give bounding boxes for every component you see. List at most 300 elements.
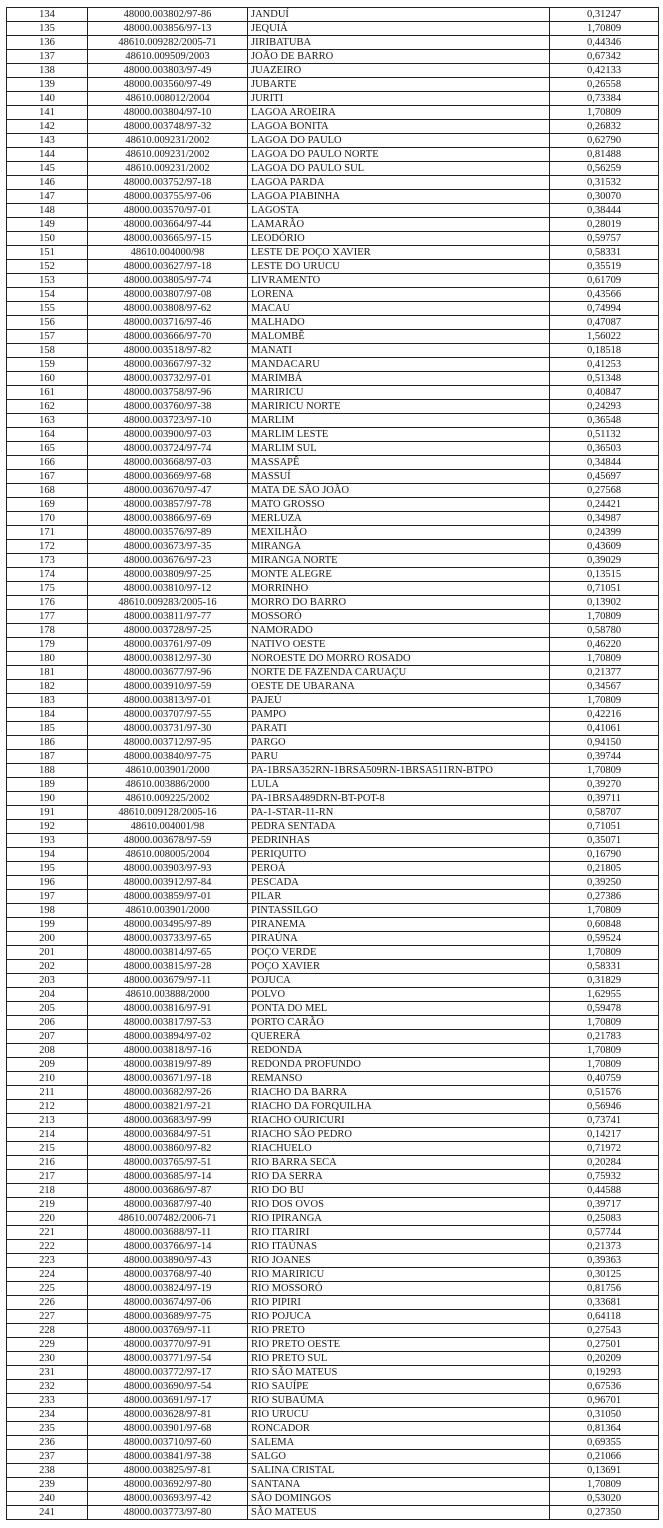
process-number: 48000.003819/97-89	[88, 1058, 248, 1072]
field-name: QUERERÁ	[248, 1030, 550, 1044]
process-number: 48000.003576/97-89	[88, 526, 248, 540]
value-cell: 0,14217	[550, 1128, 659, 1142]
value-cell: 0,71051	[550, 582, 659, 596]
process-number: 48610.009231/2002	[88, 162, 248, 176]
process-number: 48000.003570/97-01	[88, 204, 248, 218]
process-number: 48000.003802/97-86	[88, 8, 248, 22]
row-number: 207	[7, 1030, 88, 1044]
value-cell: 0,30070	[550, 190, 659, 204]
table-row	[7, 414, 659, 428]
row-number: 170	[7, 512, 88, 526]
row-number: 147	[7, 190, 88, 204]
row-number: 233	[7, 1394, 88, 1408]
process-number: 48000.003866/97-69	[88, 512, 248, 526]
table-row	[7, 1100, 659, 1114]
row-number: 152	[7, 260, 88, 274]
table-row	[7, 778, 659, 792]
field-name: PARATI	[248, 722, 550, 736]
table-row	[7, 1394, 659, 1408]
value-cell: 1,70809	[550, 946, 659, 960]
table-row	[7, 1240, 659, 1254]
process-number: 48000.003664/97-44	[88, 218, 248, 232]
value-cell: 0,74994	[550, 302, 659, 316]
field-name: MARLIM	[248, 414, 550, 428]
table-row	[7, 386, 659, 400]
field-name: RIO ITARIRI	[248, 1226, 550, 1240]
table-row	[7, 1282, 659, 1296]
row-number: 154	[7, 288, 88, 302]
table-row	[7, 1212, 659, 1226]
value-cell: 1,70809	[550, 22, 659, 36]
value-cell: 0,13902	[550, 596, 659, 610]
value-cell: 0,71972	[550, 1142, 659, 1156]
process-number: 48000.003560/97-49	[88, 78, 248, 92]
process-number: 48000.003807/97-08	[88, 288, 248, 302]
row-number: 234	[7, 1408, 88, 1422]
table-row	[7, 120, 659, 134]
table-row	[7, 932, 659, 946]
value-cell: 0,35519	[550, 260, 659, 274]
field-name: LORENA	[248, 288, 550, 302]
table-row	[7, 554, 659, 568]
row-number: 241	[7, 1506, 88, 1520]
field-name: RIO IPIRANGA	[248, 1212, 550, 1226]
field-name: LAGOSTA	[248, 204, 550, 218]
value-cell: 0,36548	[550, 414, 659, 428]
value-cell: 0,21373	[550, 1240, 659, 1254]
value-cell: 0,31829	[550, 974, 659, 988]
process-number: 48000.003674/97-06	[88, 1296, 248, 1310]
table-row	[7, 624, 659, 638]
field-name: PONTA DO MEL	[248, 1002, 550, 1016]
value-cell: 0,34987	[550, 512, 659, 526]
field-name: POLVO	[248, 988, 550, 1002]
process-number: 48000.003769/97-11	[88, 1324, 248, 1338]
field-name: RIO URUCU	[248, 1408, 550, 1422]
value-cell: 0,18518	[550, 344, 659, 358]
value-cell: 0,39029	[550, 554, 659, 568]
field-name: PIRAÚNA	[248, 932, 550, 946]
table-row	[7, 1478, 659, 1492]
process-number: 48000.003772/97-17	[88, 1366, 248, 1380]
table-row	[7, 8, 659, 22]
value-cell: 0,25083	[550, 1212, 659, 1226]
row-number: 230	[7, 1352, 88, 1366]
row-number: 161	[7, 386, 88, 400]
field-name: RIO MOSSORÓ	[248, 1282, 550, 1296]
process-number: 48000.003809/97-25	[88, 568, 248, 582]
row-number: 227	[7, 1310, 88, 1324]
row-number: 200	[7, 932, 88, 946]
table-row	[7, 680, 659, 694]
value-cell: 0,31247	[550, 8, 659, 22]
value-cell: 0,81364	[550, 1422, 659, 1436]
table-row	[7, 218, 659, 232]
value-cell: 0,51576	[550, 1086, 659, 1100]
table-row	[7, 1072, 659, 1086]
field-name: PA-1-STAR-11-RN	[248, 806, 550, 820]
process-number: 48000.003669/97-68	[88, 470, 248, 484]
value-cell: 0,28019	[550, 218, 659, 232]
process-number: 48000.003671/97-18	[88, 1072, 248, 1086]
field-name: RIO MARIRICU	[248, 1268, 550, 1282]
row-number: 195	[7, 862, 88, 876]
row-number: 178	[7, 624, 88, 638]
process-number: 48000.003808/97-62	[88, 302, 248, 316]
process-number: 48000.003821/97-21	[88, 1100, 248, 1114]
process-number: 48000.003684/97-51	[88, 1128, 248, 1142]
table-row	[7, 1016, 659, 1030]
row-number: 216	[7, 1156, 88, 1170]
field-name: LAGOA DO PAULO SUL	[248, 162, 550, 176]
process-number: 48000.003824/97-19	[88, 1282, 248, 1296]
field-name: LESTE DE POÇO XAVIER	[248, 246, 550, 260]
table-row	[7, 1198, 659, 1212]
process-number: 48000.003771/97-54	[88, 1352, 248, 1366]
row-number: 142	[7, 120, 88, 134]
value-cell: 0,26832	[550, 120, 659, 134]
process-number: 48000.003810/97-12	[88, 582, 248, 596]
row-number: 219	[7, 1198, 88, 1212]
value-cell: 0,40759	[550, 1072, 659, 1086]
value-cell: 0,58707	[550, 806, 659, 820]
value-cell: 0,21066	[550, 1450, 659, 1464]
table-row	[7, 708, 659, 722]
process-number: 48000.003894/97-02	[88, 1030, 248, 1044]
value-cell: 1,62955	[550, 988, 659, 1002]
field-name: PILAR	[248, 890, 550, 904]
row-number: 223	[7, 1254, 88, 1268]
table-row	[7, 1366, 659, 1380]
row-number: 184	[7, 708, 88, 722]
value-cell: 0,59524	[550, 932, 659, 946]
value-cell: 1,70809	[550, 1058, 659, 1072]
field-name: RIO PRETO	[248, 1324, 550, 1338]
field-name: JURITI	[248, 92, 550, 106]
table-row	[7, 1352, 659, 1366]
value-cell: 1,70809	[550, 1478, 659, 1492]
table-row	[7, 400, 659, 414]
row-number: 203	[7, 974, 88, 988]
process-number: 48000.003859/97-01	[88, 890, 248, 904]
table-row	[7, 736, 659, 750]
table-row	[7, 92, 659, 106]
value-cell: 0,44346	[550, 36, 659, 50]
process-number: 48000.003760/97-38	[88, 400, 248, 414]
value-cell: 0,81488	[550, 148, 659, 162]
row-number: 212	[7, 1100, 88, 1114]
value-cell: 0,24421	[550, 498, 659, 512]
field-name: MONTE ALEGRE	[248, 568, 550, 582]
table-row	[7, 358, 659, 372]
table-row	[7, 1492, 659, 1506]
process-number: 48000.003814/97-65	[88, 946, 248, 960]
row-number: 174	[7, 568, 88, 582]
process-number: 48000.003901/97-68	[88, 1422, 248, 1436]
table-row	[7, 876, 659, 890]
row-number: 239	[7, 1478, 88, 1492]
table-row	[7, 232, 659, 246]
process-number: 48610.003901/2000	[88, 904, 248, 918]
row-number: 228	[7, 1324, 88, 1338]
process-number: 48610.008005/2004	[88, 848, 248, 862]
value-cell: 0,75932	[550, 1170, 659, 1184]
field-name: MERLUZA	[248, 512, 550, 526]
process-number: 48000.003841/97-38	[88, 1450, 248, 1464]
field-name: MATO GROSSO	[248, 498, 550, 512]
row-number: 224	[7, 1268, 88, 1282]
table-row	[7, 610, 659, 624]
process-number: 48000.003686/97-87	[88, 1184, 248, 1198]
process-number: 48000.003693/97-42	[88, 1492, 248, 1506]
value-cell: 0,56946	[550, 1100, 659, 1114]
value-cell: 0,20284	[550, 1156, 659, 1170]
value-cell: 0,46220	[550, 638, 659, 652]
process-number: 48000.003683/97-99	[88, 1114, 248, 1128]
table-row	[7, 848, 659, 862]
process-number: 48610.003888/2000	[88, 988, 248, 1002]
table-row	[7, 484, 659, 498]
process-number: 48000.003724/97-74	[88, 442, 248, 456]
value-cell: 0,21377	[550, 666, 659, 680]
row-number: 237	[7, 1450, 88, 1464]
table-row	[7, 428, 659, 442]
row-number: 208	[7, 1044, 88, 1058]
field-name: REDONDA	[248, 1044, 550, 1058]
field-name: PORTO CARÃO	[248, 1016, 550, 1030]
field-name: RIO JOANES	[248, 1254, 550, 1268]
row-number: 159	[7, 358, 88, 372]
process-number: 48610.003886/2000	[88, 778, 248, 792]
row-number: 163	[7, 414, 88, 428]
value-cell: 0,39744	[550, 750, 659, 764]
field-name: SANTANA	[248, 1478, 550, 1492]
table-row	[7, 148, 659, 162]
value-cell: 1,70809	[550, 904, 659, 918]
field-name: RIACHO DA FORQUILHA	[248, 1100, 550, 1114]
row-number: 171	[7, 526, 88, 540]
row-number: 173	[7, 554, 88, 568]
table-row	[7, 582, 659, 596]
table-row	[7, 190, 659, 204]
value-cell: 0,58780	[550, 624, 659, 638]
row-number: 183	[7, 694, 88, 708]
row-number: 226	[7, 1296, 88, 1310]
row-number: 198	[7, 904, 88, 918]
process-number: 48000.003732/97-01	[88, 372, 248, 386]
process-number: 48000.003628/97-81	[88, 1408, 248, 1422]
field-name: RIO POJUCA	[248, 1310, 550, 1324]
table-row	[7, 764, 659, 778]
value-cell: 0,27501	[550, 1338, 659, 1352]
table-row	[7, 638, 659, 652]
process-number: 48610.003901/2000	[88, 764, 248, 778]
field-name: SÃO DOMINGOS	[248, 1492, 550, 1506]
field-name: JUBARTE	[248, 78, 550, 92]
table-row	[7, 498, 659, 512]
process-number: 48000.003518/97-82	[88, 344, 248, 358]
process-number: 48610.009231/2002	[88, 148, 248, 162]
process-number: 48000.003815/97-28	[88, 960, 248, 974]
field-name: RIO SUBAÚMA	[248, 1394, 550, 1408]
process-number: 48610.007482/2006-71	[88, 1212, 248, 1226]
table-row	[7, 1338, 659, 1352]
value-cell: 0,19293	[550, 1366, 659, 1380]
row-number: 166	[7, 456, 88, 470]
row-number: 155	[7, 302, 88, 316]
table-row	[7, 1324, 659, 1338]
process-number: 48000.003682/97-26	[88, 1086, 248, 1100]
process-number: 48000.003758/97-96	[88, 386, 248, 400]
table-row	[7, 540, 659, 554]
value-cell: 0,67536	[550, 1380, 659, 1394]
table-row	[7, 512, 659, 526]
row-number: 196	[7, 876, 88, 890]
row-number: 146	[7, 176, 88, 190]
row-number: 158	[7, 344, 88, 358]
value-cell: 0,94150	[550, 736, 659, 750]
field-name: MORRO DO BARRO	[248, 596, 550, 610]
table-row	[7, 1254, 659, 1268]
value-cell: 0,51348	[550, 372, 659, 386]
process-number: 48000.003812/97-30	[88, 652, 248, 666]
row-number: 139	[7, 78, 88, 92]
process-number: 48000.003670/97-47	[88, 484, 248, 498]
process-number: 48000.003903/97-93	[88, 862, 248, 876]
process-number: 48000.003890/97-43	[88, 1254, 248, 1268]
value-cell: 0,20209	[550, 1352, 659, 1366]
process-number: 48000.003773/97-80	[88, 1506, 248, 1520]
value-cell: 0,33681	[550, 1296, 659, 1310]
table-row	[7, 106, 659, 120]
process-number: 48000.003766/97-14	[88, 1240, 248, 1254]
field-name: MARIRICU	[248, 386, 550, 400]
row-number: 140	[7, 92, 88, 106]
process-number: 48610.009509/2003	[88, 50, 248, 64]
table-row	[7, 1114, 659, 1128]
row-number: 218	[7, 1184, 88, 1198]
row-number: 135	[7, 22, 88, 36]
table-row	[7, 1030, 659, 1044]
row-number: 168	[7, 484, 88, 498]
process-number: 48000.003817/97-53	[88, 1016, 248, 1030]
process-number: 48000.003733/97-65	[88, 932, 248, 946]
value-cell: 0,31532	[550, 176, 659, 190]
row-number: 190	[7, 792, 88, 806]
table-row	[7, 288, 659, 302]
process-number: 48000.003666/97-70	[88, 330, 248, 344]
row-number: 214	[7, 1128, 88, 1142]
field-name: NATIVO OESTE	[248, 638, 550, 652]
table-row	[7, 890, 659, 904]
value-cell: 0,39363	[550, 1254, 659, 1268]
field-name: RIACHO DA BARRA	[248, 1086, 550, 1100]
field-name: PERIQUITO	[248, 848, 550, 862]
process-number: 48000.003770/97-91	[88, 1338, 248, 1352]
process-number: 48610.004001/98	[88, 820, 248, 834]
value-cell: 0,39250	[550, 876, 659, 890]
field-name: OESTE DE UBARANA	[248, 680, 550, 694]
process-number: 48610.009283/2005-16	[88, 596, 248, 610]
table-row	[7, 1128, 659, 1142]
value-cell: 0,61709	[550, 274, 659, 288]
field-name: PA-1BRSA352RN-1BRSA509RN-1BRSA511RN-BTPO	[248, 764, 550, 778]
row-number: 180	[7, 652, 88, 666]
process-number: 48000.003676/97-23	[88, 554, 248, 568]
process-number: 48000.003752/97-18	[88, 176, 248, 190]
field-name: MATA DE SÃO JOÃO	[248, 484, 550, 498]
value-cell: 0,59478	[550, 1002, 659, 1016]
row-number: 210	[7, 1072, 88, 1086]
row-number: 189	[7, 778, 88, 792]
field-name: RIO DA SERRA	[248, 1170, 550, 1184]
row-number: 143	[7, 134, 88, 148]
process-number: 48000.003677/97-96	[88, 666, 248, 680]
row-number: 181	[7, 666, 88, 680]
value-cell: 0,24293	[550, 400, 659, 414]
row-number: 225	[7, 1282, 88, 1296]
field-name: LIVRAMENTO	[248, 274, 550, 288]
table-row	[7, 1408, 659, 1422]
row-number: 205	[7, 1002, 88, 1016]
table-row	[7, 1226, 659, 1240]
row-number: 151	[7, 246, 88, 260]
row-number: 164	[7, 428, 88, 442]
row-number: 192	[7, 820, 88, 834]
table-row	[7, 666, 659, 680]
row-number: 238	[7, 1464, 88, 1478]
process-number: 48000.003673/97-35	[88, 540, 248, 554]
table-row	[7, 246, 659, 260]
field-name: PEROÁ	[248, 862, 550, 876]
process-number: 48000.003707/97-55	[88, 708, 248, 722]
table-row	[7, 1058, 659, 1072]
process-number: 48610.009225/2002	[88, 792, 248, 806]
row-number: 136	[7, 36, 88, 50]
field-name: SALINA CRISTAL	[248, 1464, 550, 1478]
field-name: POÇO VERDE	[248, 946, 550, 960]
table-row	[7, 22, 659, 36]
table-row	[7, 316, 659, 330]
process-number: 48000.003761/97-09	[88, 638, 248, 652]
table-row	[7, 1422, 659, 1436]
row-number: 153	[7, 274, 88, 288]
value-cell: 0,27568	[550, 484, 659, 498]
field-name: RIO SAUÍPE	[248, 1380, 550, 1394]
field-name: JEQUIÁ	[248, 22, 550, 36]
process-number: 48000.003765/97-51	[88, 1156, 248, 1170]
value-cell: 0,24399	[550, 526, 659, 540]
process-number: 48000.003805/97-74	[88, 274, 248, 288]
field-name: LAGOA PARDA	[248, 176, 550, 190]
process-number: 48000.003687/97-40	[88, 1198, 248, 1212]
field-name: LEODÓRIO	[248, 232, 550, 246]
value-cell: 0,71051	[550, 820, 659, 834]
row-number: 235	[7, 1422, 88, 1436]
table-row	[7, 1156, 659, 1170]
value-cell: 1,70809	[550, 764, 659, 778]
table-row	[7, 974, 659, 988]
process-number: 48000.003710/97-60	[88, 1436, 248, 1450]
process-number: 48000.003678/97-59	[88, 834, 248, 848]
process-number: 48000.003900/97-03	[88, 428, 248, 442]
row-number: 176	[7, 596, 88, 610]
row-number: 156	[7, 316, 88, 330]
value-cell: 0,57744	[550, 1226, 659, 1240]
field-name: JIRIBATUBA	[248, 36, 550, 50]
row-number: 157	[7, 330, 88, 344]
field-name: MASSUÍ	[248, 470, 550, 484]
